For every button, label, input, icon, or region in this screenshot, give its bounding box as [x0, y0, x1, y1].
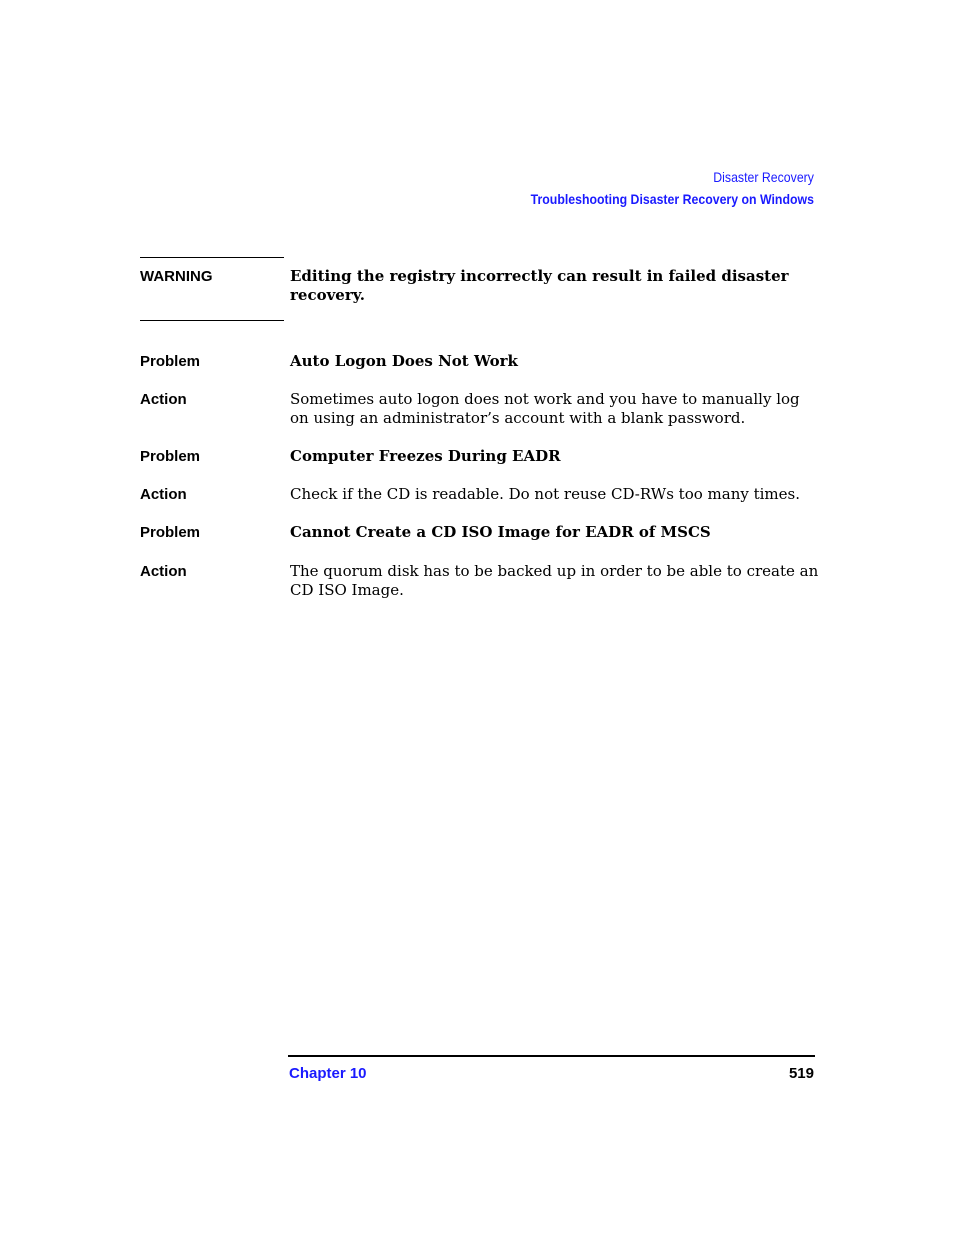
- header-subsection-title: Troubleshooting Disaster Recovery on Windows: [530, 191, 814, 207]
- problem-label: Problem: [140, 353, 201, 370]
- problem-label: Problem: [140, 448, 201, 465]
- problem-title: Computer Freezes During EADR: [290, 447, 561, 465]
- action-label: Action: [140, 486, 187, 503]
- running-header: [531, 166, 814, 210]
- footer-rule: [288, 1055, 815, 1057]
- action-text: Check if the CD is readable. Do not reuse CD-RWs too many times.: [290, 485, 800, 503]
- warning-label: WARNING: [140, 268, 213, 285]
- problem-title: Auto Logon Does Not Work: [290, 352, 518, 370]
- warning-bottom-rule: [140, 320, 284, 321]
- action-label: Action: [140, 563, 187, 580]
- action-text: Sometimes auto logon does not work and you have to manually log on using an administrator’s account with a blank password.: [290, 390, 800, 427]
- warning-text: Editing the registry incorrectly can result in failed disaster recovery.: [290, 267, 789, 304]
- header-section-title: Disaster Recovery: [713, 169, 814, 185]
- problem-title: Cannot Create a CD ISO Image for EADR of MSCS: [290, 523, 711, 541]
- problem-label: Problem: [140, 524, 201, 541]
- footer-chapter: Chapter 10: [289, 1065, 367, 1082]
- action-label: Action: [140, 391, 187, 408]
- action-text: The quorum disk has to be backed up in order to be able to create an CD ISO Image.: [290, 562, 819, 599]
- footer-page-number: 519: [788, 1065, 814, 1082]
- warning-top-rule: [140, 257, 284, 258]
